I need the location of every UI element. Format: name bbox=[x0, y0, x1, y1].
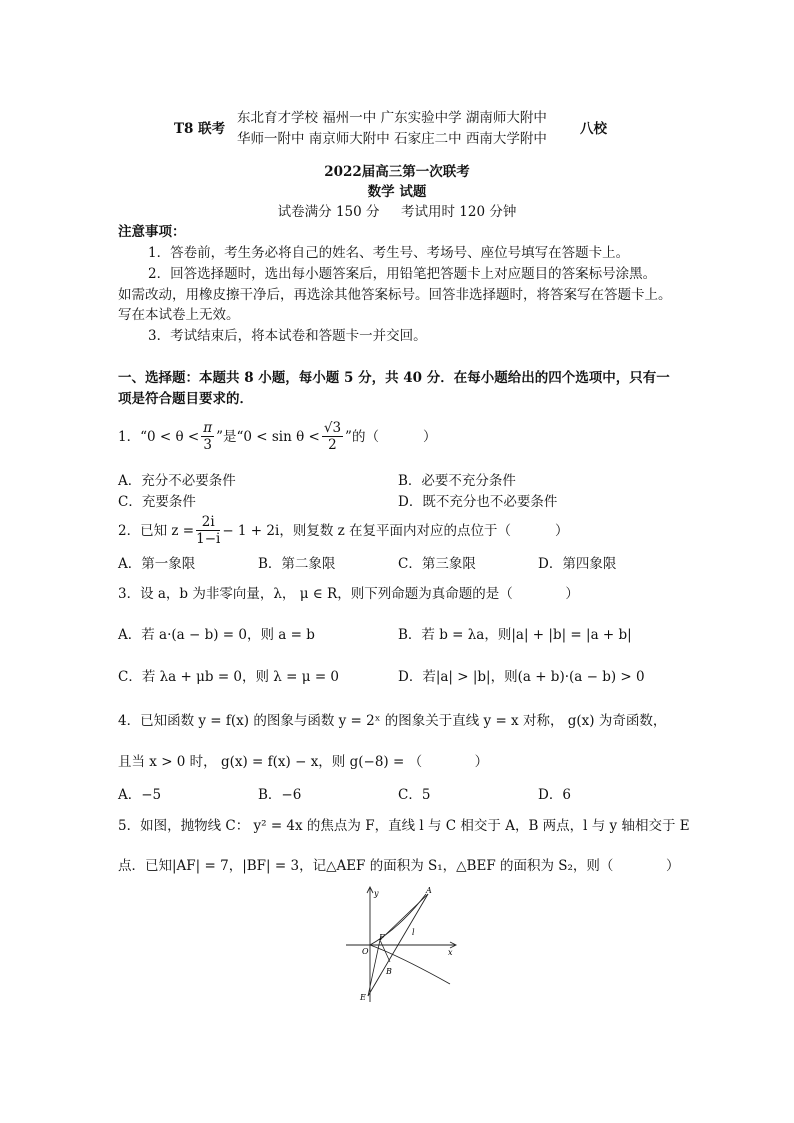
t8-label: T8 联考 bbox=[174, 121, 226, 137]
exam-title: 2022届高三第一次联考 bbox=[324, 164, 470, 180]
q4-option-a: A．−5 bbox=[118, 787, 162, 803]
q4-option-d: D．6 bbox=[538, 787, 571, 803]
q3-option-b: B．若 b = λa，则|a| + |b| = |a + b| bbox=[398, 627, 632, 643]
q5-line2-text: 点．已知|AF| = 7，|BF| = 3，记△AEF 的面积为 S₁，△BEF 的面积为 S₂，则（ bbox=[118, 858, 614, 874]
q2-option-c: C．第三象限 bbox=[398, 556, 476, 572]
q2-fraction bbox=[196, 514, 220, 547]
q2-frac-den: 1−i bbox=[196, 531, 221, 547]
note-item-2-cont2: 写在本试卷上无效。 bbox=[118, 307, 240, 323]
question-4-line-2 bbox=[118, 752, 488, 772]
q1-option-a: A．充分不必要条件 bbox=[118, 473, 236, 489]
label-e: E bbox=[360, 993, 366, 1002]
q2-close: ） bbox=[555, 522, 569, 539]
label-b: B bbox=[386, 967, 392, 976]
q4-line2-text: 且当 x > 0 时， g(x) = f(x) − x，则 g(−8) = （ bbox=[118, 754, 423, 770]
question-3-stem bbox=[118, 584, 579, 604]
q1-option-b: B．必要不充分条件 bbox=[398, 473, 516, 489]
q1-close: ） bbox=[422, 428, 437, 445]
note-item-2: 2．回答选择题时，选出每小题答案后，用铅笔把答题卡上对应题目的答案标号涂黑。 bbox=[148, 266, 657, 282]
label-o: O bbox=[362, 947, 369, 956]
q1-suffix: ”的（ bbox=[345, 428, 379, 445]
parabola-figure bbox=[340, 884, 460, 1006]
q3-option-d: D．若|a| > |b|，则(a + b)·(a − b) > 0 bbox=[398, 669, 645, 685]
label-a: A bbox=[426, 886, 432, 895]
question-5-line-2 bbox=[118, 856, 680, 876]
q2-frac-num: 2i bbox=[196, 514, 220, 531]
question-4-line-1: 4．已知函数 y = f(x) 的图象与函数 y = 2ˣ 的图象关于直线 y = x 对称， g(x) 为奇函数， bbox=[118, 713, 667, 729]
note-item-1: 1．答卷前，考生务必将自己的姓名、考生号、考场号、座位号填写在答题卡上。 bbox=[148, 245, 630, 261]
section-1-title-line-2: 项是符合题目要求的． bbox=[118, 391, 253, 407]
q1-fraction-2 bbox=[322, 420, 343, 453]
q1-fraction-1 bbox=[201, 420, 214, 453]
schools-line-1: 东北育才学校 福州一中 广东实验中学 湖南师大附中 bbox=[237, 110, 547, 126]
q1-frac1-den: 3 bbox=[203, 437, 212, 453]
note-item-2-cont: 如需改动，用橡皮擦干净后，再选涂其他答案标号。回答非选择题时，将答案写在答题卡上。 bbox=[118, 287, 672, 303]
eight-schools-label: 八校 bbox=[580, 121, 607, 137]
label-x: x bbox=[448, 948, 453, 957]
q1-prefix: 1．“0 < θ < bbox=[118, 428, 200, 445]
label-y: y bbox=[374, 889, 379, 898]
q4-close: ） bbox=[474, 754, 489, 770]
label-l: l bbox=[412, 928, 415, 937]
note-item-3: 3．考试结束后，将本试卷和答题卡一并交回。 bbox=[148, 328, 427, 344]
q2-suffix: − 1 + 2i，则复数 z 在复平面内对应的点位于（ bbox=[222, 522, 512, 539]
segment-fb bbox=[380, 940, 390, 962]
exam-meta: 试卷满分 150 分 考试用时 120 分钟 bbox=[277, 204, 517, 220]
q3-stem-text: 3．设 a，b 为非零向量，λ， μ ∈ R，则下列命题为真命题的是（ bbox=[118, 586, 513, 602]
q1-option-c: C．充要条件 bbox=[118, 494, 196, 510]
section-1-title-line-1: 一、选择题：本题共 8 小题，每小题 5 分，共 40 分．在每小题给出的四个选项中，只有一 bbox=[118, 370, 670, 386]
q1-frac2-den: 2 bbox=[328, 437, 337, 453]
subject-title: 数学 试题 bbox=[367, 184, 427, 200]
q2-prefix: 2．已知 z = bbox=[118, 522, 195, 539]
question-5-line-1: 5．如图，抛物线 C： y² = 4x 的焦点为 F，直线 l 与 C 相交于 A，B 两点，l 与 y 轴相交于 E bbox=[118, 818, 690, 834]
q1-middle: ”是“0 < sin θ < bbox=[216, 428, 320, 445]
schools-line-2: 华师一附中 南京师大附中 石家庄二中 西南大学附中 bbox=[237, 131, 547, 147]
q4-option-c: C．5 bbox=[398, 787, 431, 803]
notes-title: 注意事项： bbox=[118, 224, 186, 240]
q4-option-b: B．−6 bbox=[258, 787, 302, 803]
q1-frac1-num: π bbox=[203, 420, 213, 436]
q1-frac2-num: √3 bbox=[323, 420, 342, 436]
q2-option-a: A．第一象限 bbox=[118, 556, 196, 572]
question-1-stem bbox=[118, 420, 436, 453]
q5-close: ） bbox=[666, 858, 680, 874]
q3-close: ） bbox=[565, 586, 579, 602]
q3-option-a: A．若 a·(a − b) = 0，则 a = b bbox=[118, 627, 315, 643]
q1-option-d: D．既不充分也不必要条件 bbox=[398, 494, 558, 510]
question-2-stem bbox=[118, 514, 569, 547]
q2-option-b: B．第二象限 bbox=[258, 556, 336, 572]
q2-option-d: D．第四象限 bbox=[538, 556, 617, 572]
q3-option-c: C．若 λa + μb = 0，则 λ = μ = 0 bbox=[118, 669, 340, 685]
segment-fa bbox=[380, 894, 428, 940]
label-f: F bbox=[379, 933, 385, 942]
